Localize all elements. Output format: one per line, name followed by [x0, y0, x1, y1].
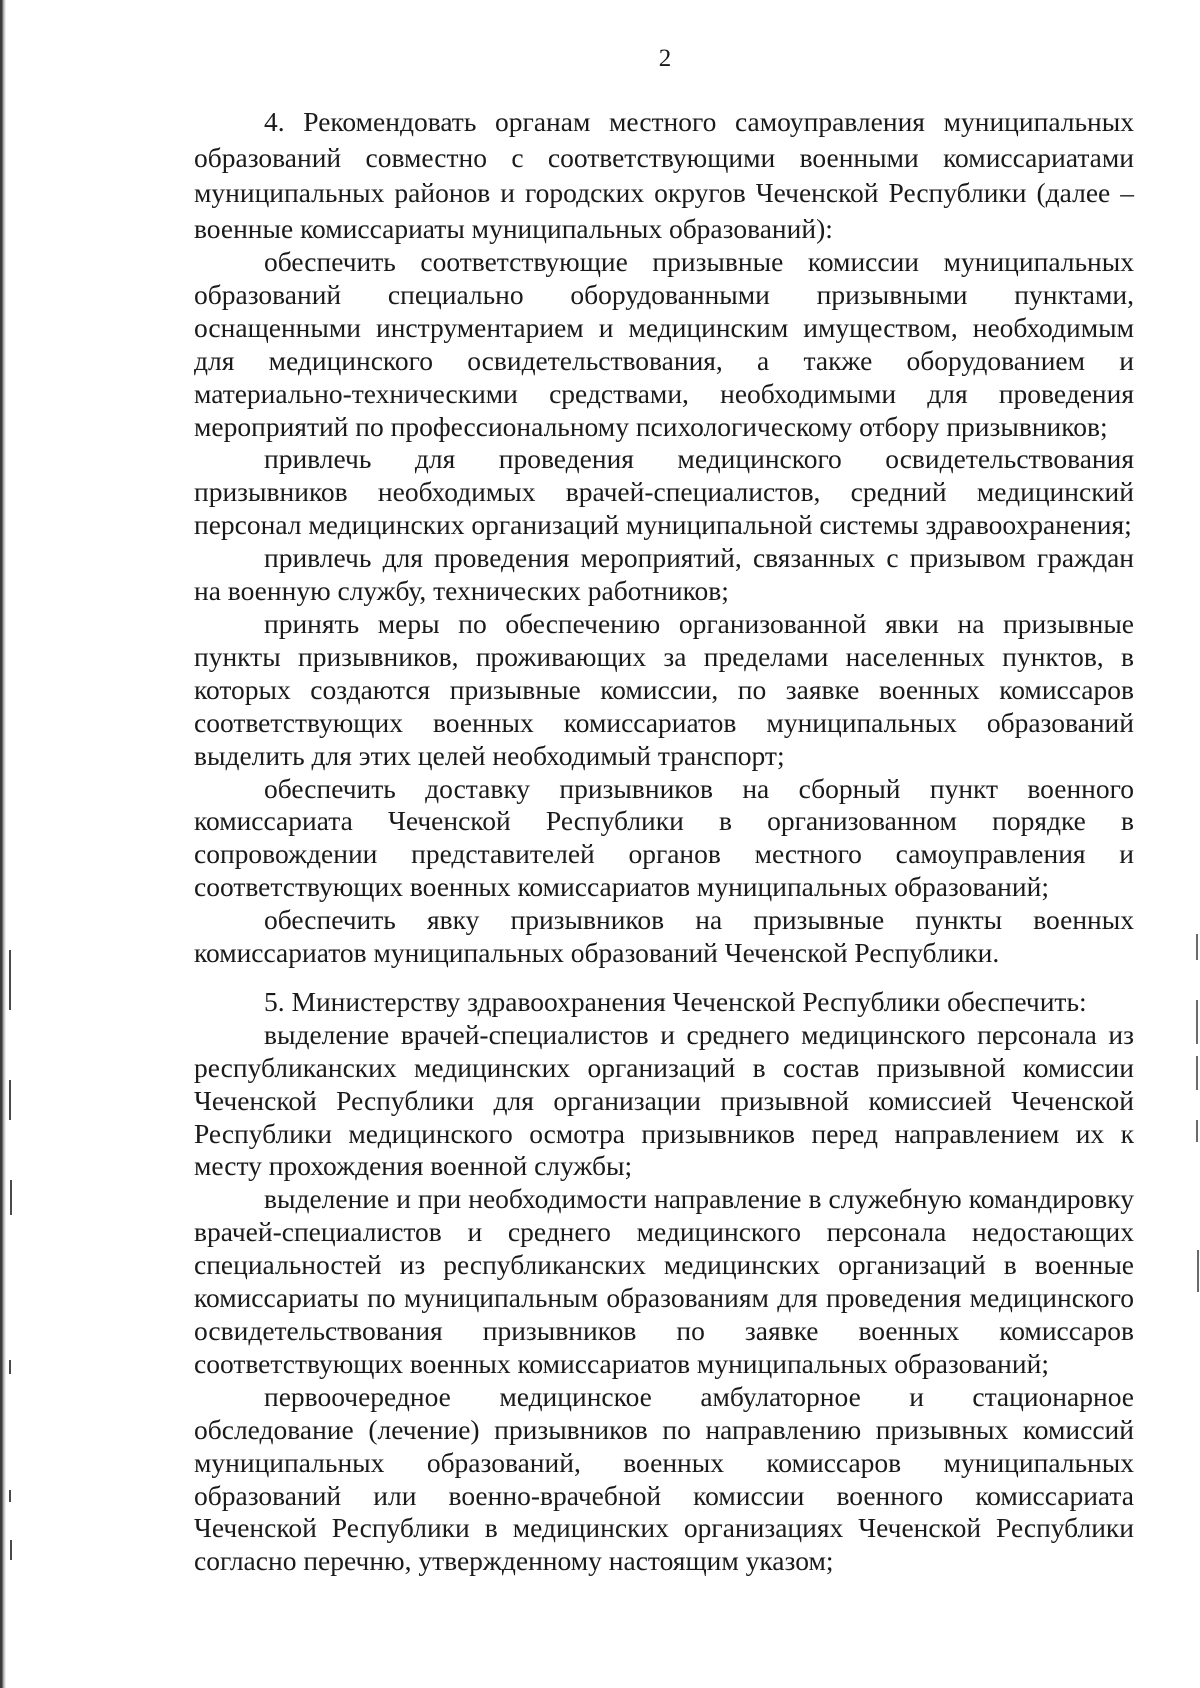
document-body: [194, 104, 1134, 1578]
scan-mark: [9, 1360, 11, 1374]
paragraph-involve-doctors: привлечь для проведения медицинского освидетельствования призывников необходимых врачей-специалистов, средний медицинский персонал медицинских организаций муниципальной системы здравоохранения;: [194, 443, 1134, 541]
page-number: 2: [658, 45, 672, 72]
scan-mark: [10, 1180, 12, 1215]
scan-mark: [1196, 1120, 1198, 1142]
scan-left-edge: [0, 0, 6, 1688]
paragraph-allocate-specialists: выделение врачей-специалистов и среднего медицинского персонала из республиканских медицинских организаций в состав призывной комиссии Чеченской Республики для организации призывной комиссией Чеченской Республики медицинского осмотра призывников перед направлением их к месту прохождения военной службы;: [194, 1018, 1134, 1182]
paragraph-transport: принять меры по обеспечению организованной явки на призывные пункты призывников, проживающих за пределами населенных пунктов, в которых создаются призывные комиссии, по заявке военных комиссаров соответствующих военных комиссариатов муниципальных образований выделить для этих целей необходимый транспорт;: [194, 607, 1134, 771]
paragraph-item-4: 4. Рекомендовать органам местного самоуправления муниципальных образований совместно с соответствующими военными комиссариатами муниципальных районов и городских округов Чеченской Республики (далее – военные комиссариаты муниципальных образований):: [194, 106, 1134, 244]
paragraph-priority-examination: первоочередное медицинское амбулаторное и стационарное обследование (лечение) призывников по направлению призывных комиссий муниципальных образований, военных комиссаров муниципальных образований или военно-врачебной комиссии военного комиссариата Чеченской Республики в медицинских организациях Чеченской Республики согласно перечню, утвержденному настоящим указом;: [194, 1380, 1134, 1577]
scan-mark: [1197, 1250, 1199, 1292]
paragraph-item-5: 5. Министерству здравоохранения Чеченской Республики обеспечить:: [264, 985, 1087, 1017]
scan-mark: [9, 1080, 11, 1120]
scan-mark: [9, 950, 11, 1010]
paragraph-delivery: обеспечить доставку призывников на сборный пункт военного комиссариата Чеченской Республики в организованном порядке в сопровождении представителей органов местного самоуправления и соответствующих военных комиссариатов муниципальных образований;: [194, 772, 1134, 903]
paragraph-provide-call-up-points: обеспечить соответствующие призывные комиссии муниципальных образований специально оборудованными призывными пунктами, оснащенными инструментарием и медицинским имуществом, необходимым для медицинского освидетельствования, а также оборудованием и материально-техническими средствами, необходимыми для проведения мероприятий по профессиональному психологическому отбору призывников;: [194, 246, 1134, 442]
scan-mark: [1196, 1000, 1198, 1044]
paragraph-attendance: обеспечить явку призывников на призывные пункты военных комиссариатов муниципальных образований Чеченской Республики.: [194, 904, 1134, 969]
scan-mark: [9, 1490, 11, 1502]
paragraph-business-trip: выделение и при необходимости направление в служебную командировку врачей-специалистов и среднего медицинского персонала недостающих специальностей из республиканских медицинских организаций в военные комиссариаты по муниципальным образованиям для проведения медицинского освидетельствования призывников по заявке военных комиссаров соответствующих военных комиссариатов муниципальных образований;: [194, 1183, 1134, 1379]
scan-mark: [1196, 1056, 1198, 1090]
paragraph-involve-technical-staff: привлечь для проведения мероприятий, связанных с призывом граждан на военную службу, технических работников;: [194, 542, 1134, 607]
scan-mark: [10, 1540, 12, 1560]
scan-mark: [1196, 934, 1198, 960]
